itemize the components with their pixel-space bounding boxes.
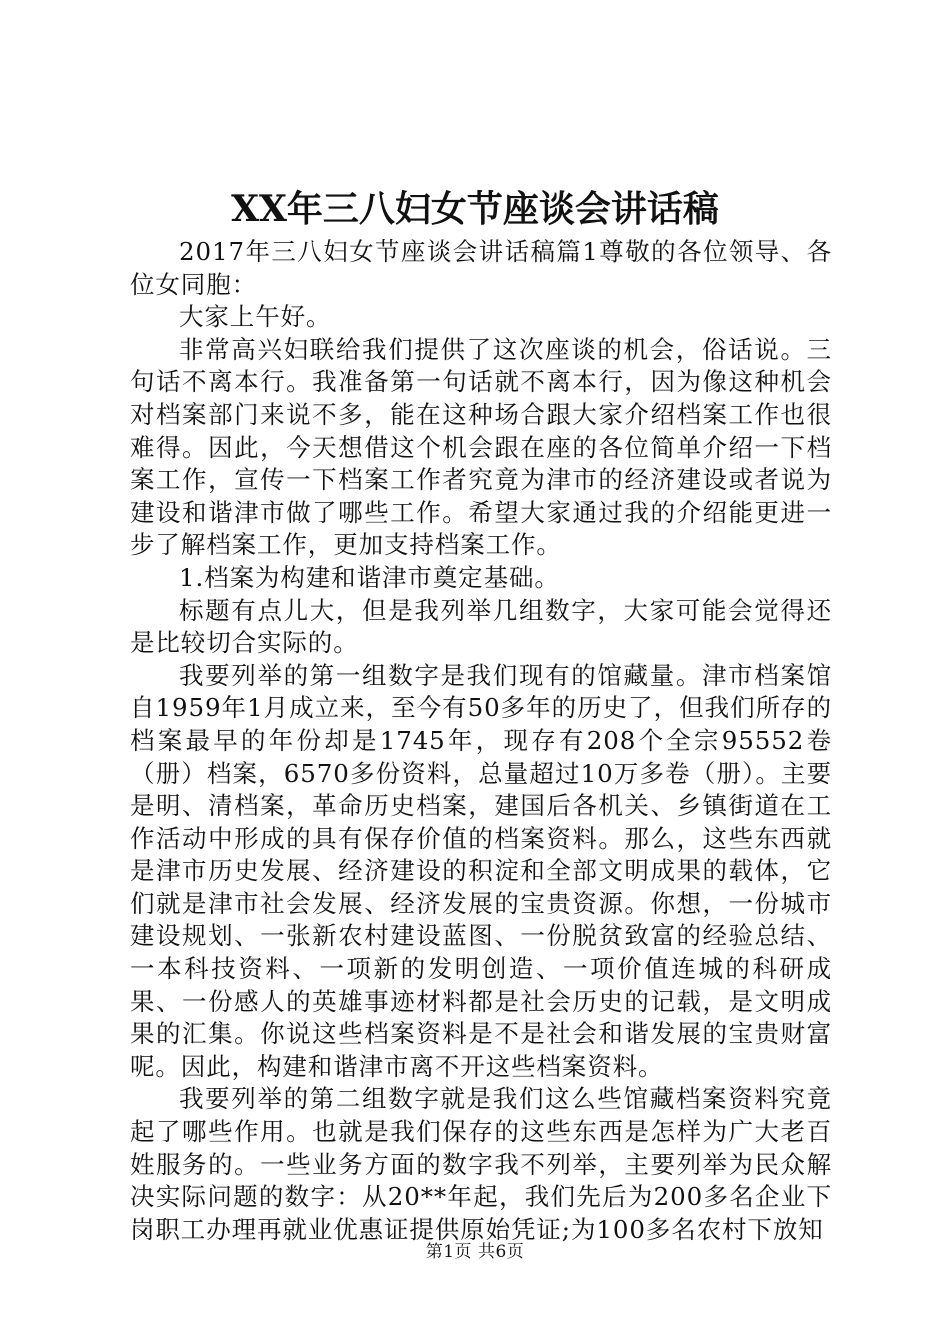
page-number-footer: 第1页 共6页 — [425, 1242, 525, 1262]
document-title: XX年三八妇女节座谈会讲话稿 — [231, 188, 719, 230]
document-body — [130, 236, 832, 1246]
paragraph: 1.档案为构建和谐津市奠定基础。 — [179, 562, 560, 592]
paragraph: 我要列举的第一组数字是我们现有的馆藏量。津市档案馆自1959年1月成立来，至今有50多年的历史了，但我们所存的档案最早的年份却是1745年，现存有208个全宗95552卷（册）档案，6570多份资料，总量超过10万多卷（册）。主要是明、清档案，革命历史档案，建国后各机关、乡镇街道在工作活动中形成的具有保存价值的档案资料。那么，这些东西就是津市历史发展、经济建设的积淀和全部文明成果的载体，它们就是津市社会发展、经济发展的宝贵资源。你想，一份城市建设规划、一张新农村建设蓝图、一份脱贫致富的经验总结、一本科技资料、一项新的发明创造、一项价值连城的科研成果、一份感人的英雄事迹材料都是社会历史的记载，是文明成果的汇集。你说这些档案资料是不是社会和谐发展的宝贵财富呢。因此，构建和谐津市离不开这些档案资料。 — [130, 660, 832, 1081]
paragraph: 我要列举的第二组数字就是我们这么些馆藏档案资料究竟起了哪些作用。也就是我们保存的这些东西是怎样为广大老百姓服务的。一些业务方面的数字我不列举，主要列举为民众解决实际问题的数字：从20**年起，我们先后为200多名企业下岗职工办理再就业优惠证提供原始凭证;为100多名农村下放知 — [130, 1084, 832, 1244]
paragraph: 2017年三八妇女节座谈会讲话稿篇1尊敬的各位领导、各位女同胞： — [130, 237, 832, 299]
paragraph: 大家上午好。 — [179, 302, 332, 332]
paragraph: 标题有点儿大，但是我列举几组数字，大家可能会觉得还是比较切合实际的。 — [130, 595, 832, 658]
paragraph: 非常高兴妇联给我们提供了这次座谈的机会，俗话说。三句话不离本行。我准备第一句话就不离本行，因为像这种机会对档案部门来说不多，能在这种场合跟大家介绍档案工作也很难得。因此，今天想借这个机会跟在座的各位简单介绍一下档案工作，宣传一下档案工作者究竟为津市的经济建设或者说为建设和谐津市做了哪些工作。希望大家通过我的介绍能更进一步了解档案工作，更加支持档案工作。 — [130, 334, 832, 560]
